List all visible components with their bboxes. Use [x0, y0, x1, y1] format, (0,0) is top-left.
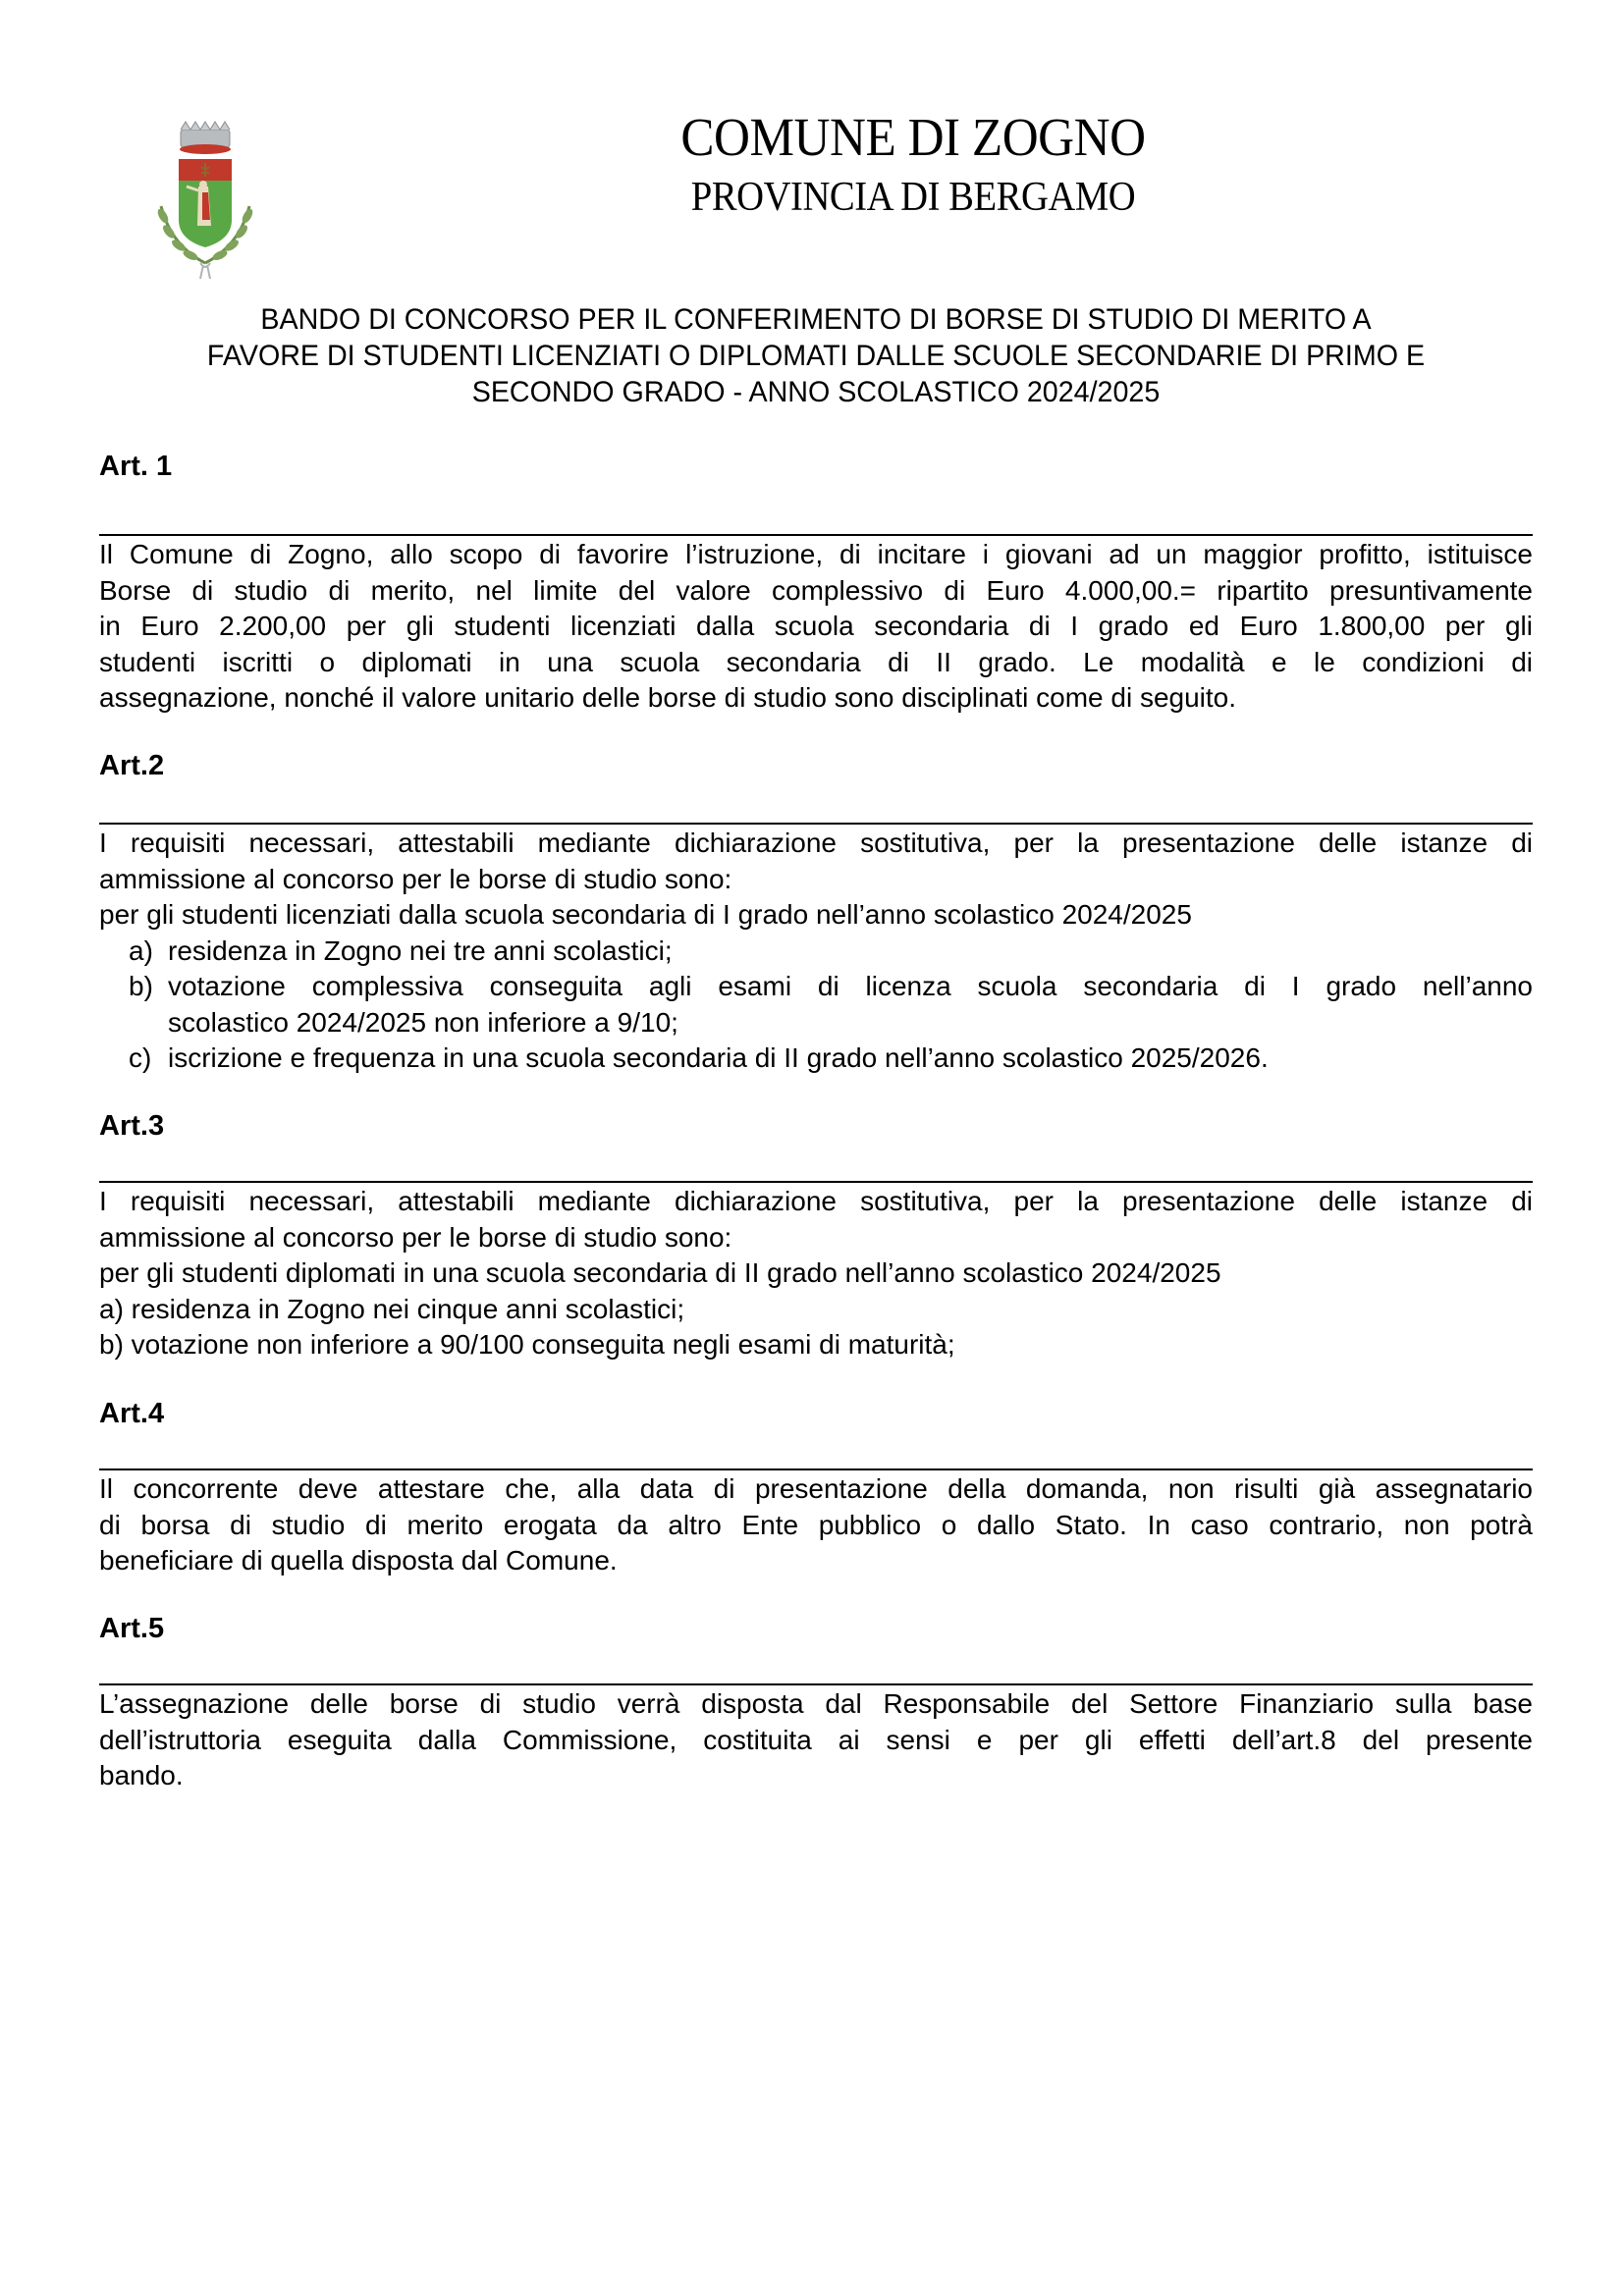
body-line: ammissione al concorso per le borse di studio sono: — [99, 1221, 732, 1253]
body-line: I requisiti necessari, attestabili mediante dichiarazione sostitutiva, per la presentazione delle istanze di — [99, 828, 1533, 858]
document-title-line: BANDO DI CONCORSO PER IL CONFERIMENTO DI BORSE DI STUDIO DI MERITO A — [260, 303, 1372, 336]
section-rule — [99, 1181, 1533, 1183]
section-rule — [99, 1683, 1533, 1685]
article-heading: Art.5 — [99, 1613, 165, 1644]
document-title-line: SECONDO GRADO - ANNO SCOLASTICO 2024/2025 — [471, 376, 1161, 408]
list-item-text: scolastico 2024/2025 non inferiore a 9/10; — [168, 1006, 678, 1038]
body-line: L’assegnazione delle borse di studio verrà disposta dal Responsabile del Settore Finanziario sulla base — [99, 1688, 1533, 1719]
document-title-line: FAVORE DI STUDENTI LICENZIATI O DIPLOMATI DALLE SCUOLE SECONDARIE DI PRIMO E — [206, 340, 1426, 372]
article-5-body — [99, 1686, 1533, 1794]
list-item-text: residenza in Zogno nei tre anni scolastici; — [168, 934, 673, 966]
province-name: PROVINCIA DI BERGAMO — [690, 175, 1136, 220]
article-heading: Art.2 — [99, 750, 165, 781]
list-item — [99, 1041, 1533, 1077]
article-heading: Art.3 — [99, 1110, 165, 1142]
list-item-text: votazione complessiva conseguita agli esami di licenza scuola secondaria di I grado nell’anno — [168, 971, 1533, 1001]
body-line: in Euro 2.200,00 per gli studenti licenziati dalla scuola secondaria di I grado ed Euro 1.800,00 per gli — [99, 611, 1533, 641]
body-line: studenti iscritti o diplomati in una scuola secondaria di II grado. Le modalità e le condizioni di — [99, 646, 1533, 677]
body-line: per gli studenti licenziati dalla scuola secondaria di I grado nell’anno scolastico 2024/2025 — [99, 899, 1192, 930]
municipality-name: COMUNE DI ZOGNO — [680, 107, 1146, 167]
list-item — [99, 934, 1533, 970]
body-line: a) residenza in Zogno nei cinque anni scolastici; — [99, 1293, 685, 1324]
body-line: Il Comune di Zogno, allo scopo di favorire l’istruzione, di incitare i giovani ad un maggior profitto, istituisce — [99, 539, 1533, 569]
coat-of-arms-icon — [147, 116, 263, 283]
body-line: I requisiti necessari, attestabili mediante dichiarazione sostitutiva, per la presentazione delle istanze di — [99, 1186, 1533, 1216]
article-3-body — [99, 1184, 1533, 1363]
list-item — [99, 969, 1533, 1041]
body-line: bando. — [99, 1760, 184, 1790]
list-marker: a) — [129, 934, 153, 966]
body-line: Il concorrente deve attestare che, alla data di presentazione della domanda, non risulti già assegnatario — [99, 1473, 1533, 1504]
body-line: beneficiare di quella disposta dal Comune. — [99, 1545, 618, 1575]
document-title — [98, 301, 1534, 410]
body-line: ammissione al concorso per le borse di studio sono: — [99, 863, 732, 894]
article-heading: Art.4 — [99, 1398, 165, 1429]
article-4-body — [99, 1471, 1533, 1579]
article-2-body — [99, 826, 1533, 1077]
body-line: assegnazione, nonché il valore unitario delle borse di studio sono disciplinati come di seguito. — [99, 682, 1237, 713]
section-rule — [99, 534, 1533, 536]
body-line: Borse di studio di merito, nel limite del valore complessivo di Euro 4.000,00.= ripartito presuntivamente — [99, 574, 1533, 606]
body-line: b) votazione non inferiore a 90/100 conseguita negli esami di maturità; — [99, 1329, 955, 1360]
body-line: di borsa di studio di merito erogata da altro Ente pubblico o dallo Stato. In caso contrario, non potrà — [99, 1509, 1533, 1540]
article-1-body — [99, 537, 1533, 717]
section-rule — [99, 823, 1533, 825]
body-line: per gli studenti diplomati in una scuola secondaria di II grado nell’anno scolastico 2024/2025 — [99, 1257, 1221, 1288]
section-rule — [99, 1468, 1533, 1470]
list-marker: c) — [129, 1042, 152, 1073]
article-heading: Art. 1 — [99, 451, 173, 482]
list-item-text: iscrizione e frequenza in una scuola secondaria di II grado nell’anno scolastico 2025/2026. — [168, 1042, 1269, 1073]
list-marker: b) — [129, 971, 153, 1001]
body-line: dell’istruttoria eseguita dalla Commissione, costituita ai sensi e per gli effetti dell’art.8 del presente — [99, 1724, 1533, 1755]
